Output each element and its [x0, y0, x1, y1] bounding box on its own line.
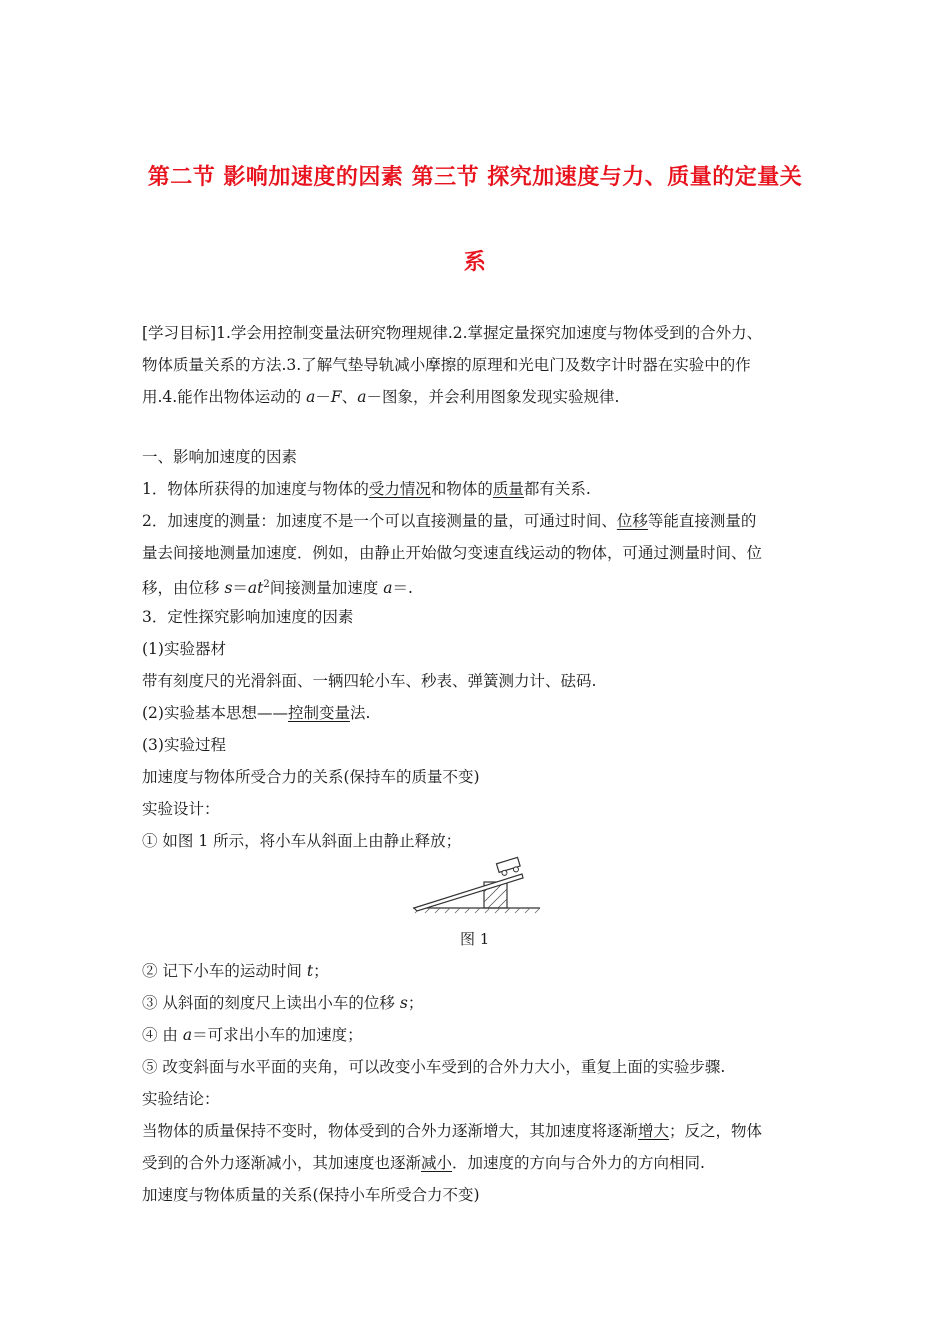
step-3: ③ 从斜面的刻度尺上读出小车的位移 s；	[142, 994, 424, 1012]
paragraph-2-line-1: 2．加速度的测量：加速度不是一个可以直接测量的量，可通过时间、位移等能直接测量的	[142, 512, 757, 530]
paragraph-1: 1．物体所获得的加速度与物体的受力情况和物体的质量都有关系.	[142, 480, 591, 498]
equipment-list: 带有刻度尺的光滑斜面、一辆四轮小车、秒表、弹簧测力计、砝码.	[142, 672, 597, 690]
learning-objectives-line-1: [学习目标]1.学会用控制变量法研究物理规律.2.掌握定量探究加速度与物体受到的合外力、	[142, 324, 763, 342]
blank-answer: 减小	[421, 1154, 453, 1172]
paragraph-2-line-3: 移，由位移 $s=at^2$间接测量加速度 a＝.	[142, 579, 413, 598]
blank-answer: 增大	[638, 1122, 670, 1140]
subheading-procedure: (3)实验过程	[142, 736, 226, 754]
learning-objectives-line-3: 用.4.能作出物体运动的 a－F、a－图象，并会利用图象发现实验规律.	[142, 388, 620, 406]
subheading-equipment: (1)实验器材	[142, 640, 226, 658]
experiment-design-label: 实验设计：	[142, 800, 220, 818]
blank-answer: 控制变量	[287, 704, 350, 722]
blank-answer: 质量	[492, 480, 524, 498]
page-title-continued: 系	[463, 250, 487, 275]
step-5: ⑤ 改变斜面与水平面的夹角，可以改变小车受到的合外力大小，重复上面的实验步骤.	[142, 1058, 726, 1076]
blank-answer: 位移	[616, 512, 648, 530]
relation-mass-heading: 加速度与物体质量的关系(保持小车所受合力不变)	[142, 1186, 480, 1204]
incline-cart-figure	[410, 855, 545, 915]
step-2: ② 记下小车的运动时间 t；	[142, 962, 329, 980]
step-1: ① 如图 1 所示，将小车从斜面上由静止释放；	[142, 832, 462, 850]
learning-objectives-line-2: 物体质量关系的方法.3.了解气垫导轨减小摩擦的原理和光电门及数字计时器在实验中的作	[142, 356, 751, 374]
step-4: ④ 由 a＝可求出小车的加速度；	[142, 1026, 363, 1044]
page-title: 第二节 影响加速度的因素 第三节 探究加速度与力、质量的定量关	[147, 165, 803, 190]
relation-force-heading: 加速度与物体所受合力的关系(保持车的质量不变)	[142, 768, 480, 786]
conclusion-line-1: 当物体的质量保持不变时，物体受到的合外力逐渐增大，其加速度将逐渐增大；反之，物体	[142, 1122, 763, 1140]
conclusion-line-2: 受到的合外力逐渐减小，其加速度也逐渐减小．加速度的方向与合外力的方向相同.	[142, 1154, 705, 1172]
conclusion-label: 实验结论：	[142, 1090, 220, 1108]
subheading-basic-idea: (2)实验基本思想——控制变量法.	[142, 704, 371, 722]
section-heading: 一、影响加速度的因素	[142, 448, 298, 466]
paragraph-2-line-2: 量去间接地测量加速度．例如，由静止开始做匀变速直线运动的物体，可通过测量时间、位	[142, 544, 763, 562]
blank-answer: 受力情况	[368, 480, 431, 498]
paragraph-3: 3．定性探究影响加速度的因素	[142, 608, 354, 626]
figure-caption: 图 1	[460, 930, 490, 948]
